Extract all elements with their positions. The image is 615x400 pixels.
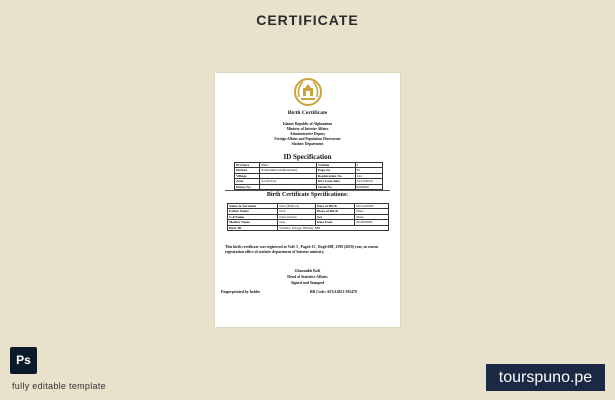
table-cell: Village: [235, 173, 260, 178]
table-cell: Province: [235, 163, 260, 168]
fingerprint-label: Fingerprinted by holder: [221, 290, 261, 294]
table-cell: Jack: [278, 209, 316, 214]
header-line: Statistic Department: [291, 142, 324, 146]
header-line: Ministry of Interior Affairs: [286, 127, 329, 131]
table-cell: Male: [355, 214, 389, 219]
table-cell: Elect ID: [228, 225, 278, 230]
table-cell: Jane: [278, 220, 316, 225]
emblem-icon: [293, 77, 323, 107]
table-cell: Volume: 6 Page: 88 Reg: 888: [278, 225, 389, 230]
signed-label: Signed and Stamped: [290, 281, 325, 285]
table-cell: 50: [355, 168, 383, 173]
table-cell: Zone: [235, 179, 260, 184]
page-title: CERTIFICATE: [256, 12, 359, 28]
table-cell: John Gittens: [278, 214, 316, 219]
table-cell: Place of Birth: [316, 209, 355, 214]
table-cell: 23/10/2020: [355, 179, 383, 184]
photoshop-icon: Ps: [10, 347, 37, 374]
table-cell: G.F.Name: [228, 214, 278, 219]
table-cell: Binrt: [355, 209, 389, 214]
table-cell: 3: [355, 163, 383, 168]
signatory-title: Head of Statistics Affairs: [287, 275, 328, 279]
table-cell: Sex: [316, 214, 355, 219]
bc-specification-title: Birth Certificate Specifications:: [266, 192, 349, 198]
id-specification-table: [234, 162, 383, 190]
table-cell: 00/00/0000: [355, 220, 389, 225]
table-cell: 0000000: [355, 184, 383, 189]
table-cell: Name & Surname: [228, 204, 278, 209]
table-cell: Pashtunkhwah(Beaubhat): [260, 168, 317, 173]
table-cell: Volume: [316, 163, 355, 168]
table-cell: John (Ellison): [278, 204, 316, 209]
table-cell: Date Issue: [316, 220, 355, 225]
table-cell: Page No: [316, 168, 355, 173]
registration-paragraph: This birth certificate was registered at Vol# 3 , Page#:13 , Reg#:688, 1399 (2019) year, in census registration office of statistic department of Interior ministry.: [225, 245, 379, 254]
table-cell: District: [235, 168, 260, 173]
id-specification-title: ID Specification: [283, 153, 332, 161]
tagline: fully editable template: [12, 381, 106, 391]
signatory-name: Gharzaikh Kolt: [294, 269, 321, 273]
table-cell: South East: [260, 179, 317, 184]
table-cell: Serial No: [316, 184, 355, 189]
header-line: Foreign Affairs and Population Directorate: [274, 137, 341, 141]
divider: [225, 190, 390, 191]
header-line: Islamic Republic of Afghanistan: [282, 122, 333, 126]
document-title: Birth Certificate: [287, 110, 328, 116]
table-cell: Registration No: [316, 173, 355, 178]
bc-specification-table: [227, 203, 389, 231]
table-cell: Date of Birth: [316, 204, 355, 209]
table-cell: House No: [235, 184, 260, 189]
certificate-document: [215, 73, 400, 327]
brand-badge[interactable]: tourspuno.pe: [486, 364, 605, 391]
table-cell: Binrt: [260, 163, 317, 168]
table-row: [228, 225, 389, 230]
header-line: Administrative Deputy: [289, 132, 326, 136]
table-cell: 144: [355, 173, 383, 178]
table-cell: 00/Jan/0000: [355, 204, 389, 209]
br-code: BR Code: AFG14021-382478: [310, 290, 357, 294]
table-cell: [260, 184, 317, 189]
table-cell: ID's Issue date: [316, 179, 355, 184]
table-cell: Father Name: [228, 209, 278, 214]
table-row: [235, 184, 383, 189]
table-cell: Mother Name: [228, 220, 278, 225]
